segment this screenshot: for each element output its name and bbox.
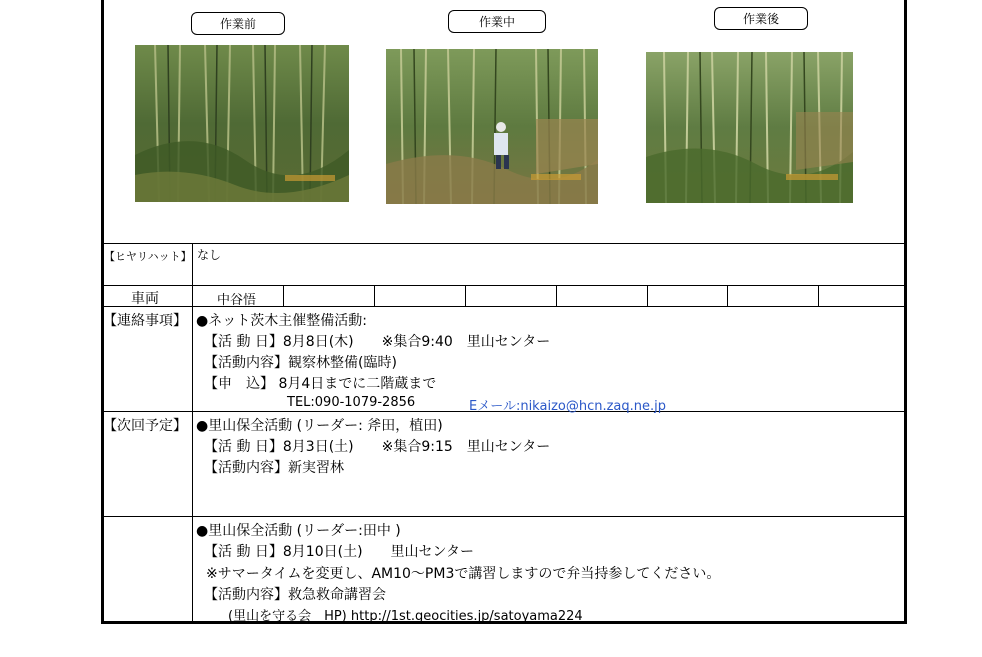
next2-title: ●里山保全活動 (リーダー:田中 ) (196, 523, 401, 539)
contact-title: ●ネット茨木主催整備活動: (196, 313, 367, 329)
grid-line (647, 285, 648, 306)
contact-date-line: 【活 動 日】8月8日(木) ※集合9:40 里山センター (204, 334, 551, 350)
grid-line (465, 285, 466, 306)
vehicle-driver-cell: 中谷悟 (217, 293, 257, 308)
photo-label-during: 作業中 (448, 10, 546, 33)
next-content-line: 【活動内容】新実習林 (204, 460, 344, 476)
next-title: ●里山保全活動 (リーダー: 斧田，植田) (196, 418, 443, 434)
hiyari-label: 【ヒヤリハット】 (104, 250, 192, 263)
photo-label-before: 作業前 (191, 12, 285, 35)
photo-after (646, 52, 853, 203)
vehicle-label: 車両 (131, 291, 159, 307)
next-date-line: 【活 動 日】8月3日(土) ※集合9:15 里山センター (204, 439, 551, 455)
next2-hp-line[interactable]: (里山を守る会 HP) http://1st.geocities.jp/satoyama224 (228, 609, 583, 624)
next2-content-line: 【活動内容】救急救命講習会 (204, 587, 386, 603)
contact-content-line: 【活動内容】観察林整備(臨時) (204, 355, 397, 371)
hiyari-value: なし (197, 248, 222, 262)
grid-line (556, 285, 557, 306)
next-label: 【次回予定】 (103, 418, 187, 434)
photo-label-after: 作業後 (714, 7, 808, 30)
next2-note-line: ※サマータイムを変更し、AM10～PM3で講習しますので弁当持参してください。 (206, 566, 721, 582)
grid-line (374, 285, 375, 306)
photo-during (386, 49, 598, 204)
next2-date-line: 【活 動 日】8月10日(土) 里山センター (204, 544, 474, 560)
grid-line (192, 243, 193, 624)
photo-before (135, 45, 349, 202)
contact-email[interactable]: Eメール:nikaizo@hcn.zaq.ne.jp (469, 399, 667, 414)
grid-line (727, 285, 728, 306)
grid-line (818, 285, 819, 306)
grid-line (101, 243, 907, 244)
grid-line (101, 516, 907, 517)
contact-label: 【連絡事項】 (103, 313, 187, 329)
contact-tel: TEL:090-1079-2856 (287, 395, 416, 410)
grid-line (101, 285, 907, 286)
contact-apply-line: 【申 込】 8月4日までに二階蔵まで (204, 376, 437, 392)
grid-line (283, 285, 284, 306)
